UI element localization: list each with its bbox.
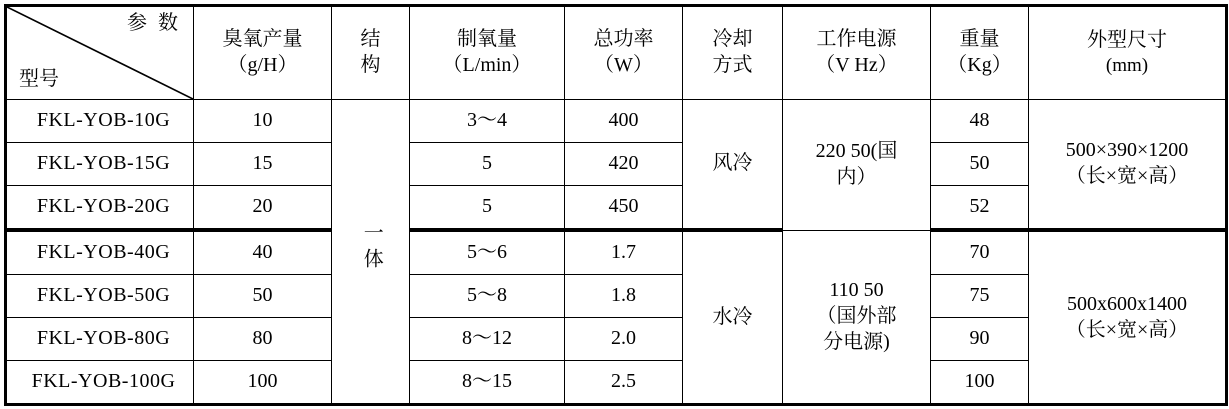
model-name: FKL-YOB-10G: [6, 100, 194, 143]
model-name: FKL-YOB-100G: [6, 361, 194, 405]
dimensions-water-line2: （长×宽×高）: [1065, 318, 1189, 341]
header-corner-cell: [6, 6, 194, 100]
table-row: [6, 100, 1227, 143]
header-oxygen-output: [410, 6, 565, 100]
model-name: FKL-YOB-80G: [6, 318, 194, 361]
header-total-power-line1: 总功率: [593, 28, 654, 51]
header-ozone-output-line1: 臭氧产量: [222, 28, 303, 51]
oxygen-value: 5: [410, 143, 565, 186]
weight-value: 75: [931, 275, 1029, 318]
working-power-air-line2: 内）: [836, 165, 877, 188]
weight-value: 100: [931, 361, 1029, 405]
oxygen-value: 5～6: [410, 230, 565, 275]
dimensions-water: [1029, 230, 1227, 405]
working-power-water-line3: 分电源): [823, 330, 890, 353]
oxygen-value: 3～4: [410, 100, 565, 143]
ozone-value: 50: [194, 275, 332, 318]
header-structure-line1: 结: [360, 28, 381, 51]
oxygen-value: 5～8: [410, 275, 565, 318]
header-cooling-method: [683, 6, 783, 100]
header-ozone-output: [194, 6, 332, 100]
power-value: 1.8: [565, 275, 683, 318]
ozone-value: 40: [194, 230, 332, 275]
model-name: FKL-YOB-15G: [6, 143, 194, 186]
header-working-power: [783, 6, 931, 100]
weight-value: 90: [931, 318, 1029, 361]
header-dimensions-line2: (mm): [1105, 54, 1149, 76]
model-name: FKL-YOB-20G: [6, 186, 194, 231]
weight-value: 52: [931, 186, 1029, 231]
table-row: [6, 230, 1227, 275]
ozone-value: 100: [194, 361, 332, 405]
header-working-power-line2: （V Hz）: [815, 54, 898, 76]
oxygen-value: 5: [410, 186, 565, 231]
oxygen-value: 8～12: [410, 318, 565, 361]
header-oxygen-output-line1: 制氧量: [457, 28, 517, 51]
ozone-value: 10: [194, 100, 332, 143]
header-model-label: 型号: [19, 68, 59, 91]
ozone-value: 20: [194, 186, 332, 231]
header-total-power: [565, 6, 683, 100]
header-weight-line1: 重量: [959, 28, 1000, 51]
working-power-water: [783, 230, 931, 405]
header-structure-line2: 构: [360, 54, 381, 76]
ozone-value: 15: [194, 143, 332, 186]
header-ozone-output-line2: （g/H）: [227, 54, 298, 76]
dimensions-air-line2: （长×宽×高）: [1065, 165, 1189, 187]
weight-value: 50: [931, 143, 1029, 186]
structure-value-text: 一体: [360, 221, 383, 274]
header-param-label: 参 数: [127, 12, 181, 34]
power-value: 420: [565, 143, 683, 186]
header-dimensions-line1: 外型尺寸: [1087, 29, 1167, 52]
cooling-air: 风冷: [683, 100, 783, 231]
ozone-value: 80: [194, 318, 332, 361]
weight-value: 48: [931, 100, 1029, 143]
ozone-generator-spec-table: [4, 4, 1228, 406]
power-value: 2.5: [565, 361, 683, 405]
power-value: 2.0: [565, 318, 683, 361]
power-value: 400: [565, 100, 683, 143]
dimensions-water-line1: 500x600x1400: [1067, 292, 1187, 315]
header-structure: [332, 6, 410, 100]
header-cooling-method-line1: 冷却: [712, 28, 753, 51]
header-total-power-line2: （W）: [594, 54, 653, 76]
model-name: FKL-YOB-40G: [6, 230, 194, 275]
table-header-row: [6, 6, 1227, 100]
header-oxygen-output-line2: （L/min）: [442, 54, 532, 76]
model-name: FKL-YOB-50G: [6, 275, 194, 318]
header-weight: [931, 6, 1029, 100]
header-weight-line2: （Kg）: [947, 54, 1012, 76]
cooling-water: 水冷: [683, 230, 783, 405]
dimensions-air-line1: 500×390×1200: [1065, 139, 1189, 162]
dimensions-air: [1029, 100, 1227, 231]
header-cooling-method-line2: 方式: [712, 54, 753, 76]
weight-value: 70: [931, 230, 1029, 275]
spec-table-container: [0, 4, 1229, 409]
working-power-air: [783, 100, 931, 231]
oxygen-value: 8～15: [410, 361, 565, 405]
power-value: 1.7: [565, 230, 683, 275]
working-power-water-line1: 110 50: [829, 279, 884, 302]
header-dimensions: [1029, 6, 1227, 100]
header-working-power-line1: 工作电源: [816, 28, 897, 51]
working-power-air-line1: 220 50(国: [815, 140, 898, 163]
working-power-water-line2: （国外部: [816, 304, 897, 327]
power-value: 450: [565, 186, 683, 231]
structure-value: [332, 100, 410, 405]
